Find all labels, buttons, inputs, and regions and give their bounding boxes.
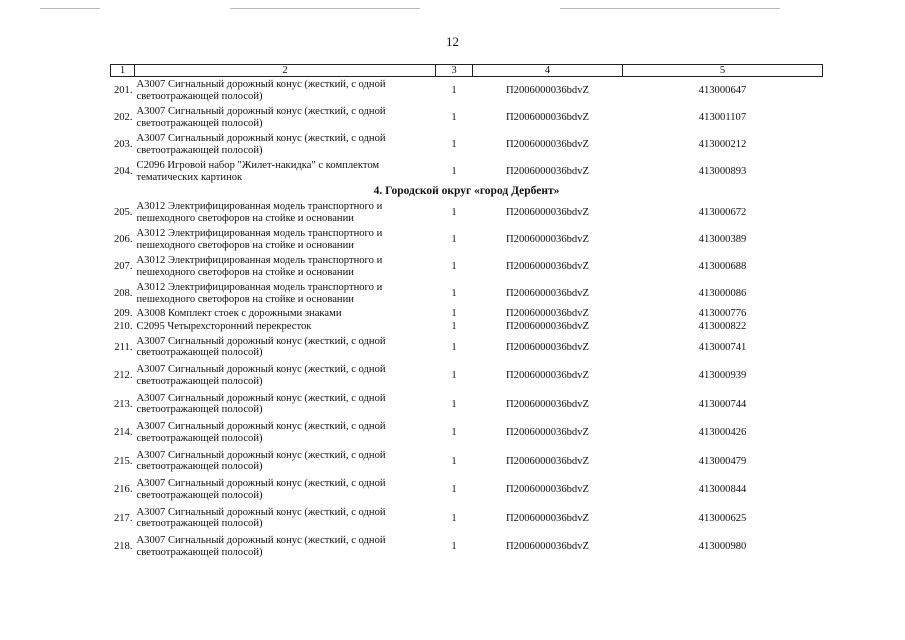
table-row [111, 104, 823, 131]
item-name: А3007 Сигнальный дорожный конус (жесткий, с одной светоотражающей полосой) [136, 79, 386, 102]
row-number: 213. [113, 398, 133, 410]
scan-edge-line [230, 8, 420, 9]
item-code: П2006000036bdvZ [506, 260, 589, 272]
inventory-number: 413000844 [698, 484, 747, 495]
row-number: 217. [113, 512, 133, 524]
table-row [111, 158, 823, 185]
row-number: 207. [113, 260, 133, 272]
table-row [111, 333, 823, 362]
item-name: А3012 Электрифицированная модель транспортного и пешеходного светофоров на стойке и основании [136, 228, 383, 251]
inventory-number: 413000822 [698, 320, 747, 332]
column-header-4: 4 [473, 65, 623, 77]
item-code: П2006000036bdvZ [506, 398, 589, 410]
item-code: П2006000036bdvZ [506, 541, 589, 552]
column-header-2: 2 [135, 65, 436, 77]
section-row [111, 185, 823, 199]
row-number: 201. [113, 84, 133, 96]
item-name: А3007 Сигнальный дорожный конус (жесткий, с одной светоотражающей полосой) [136, 335, 386, 359]
table-row [111, 307, 823, 320]
item-quantity: 1 [451, 484, 457, 495]
item-code: П2006000036bdvZ [506, 455, 589, 467]
item-code: П2006000036bdvZ [506, 320, 589, 332]
item-name: А3007 Сигнальный дорожный конус (жесткий, с одной светоотражающей полосой) [136, 535, 386, 558]
row-number: 212. [113, 370, 133, 381]
table-row [111, 390, 823, 419]
item-name: А3007 Сигнальный дорожный конус (жесткий, с одной светоотражающей полосой) [136, 106, 386, 129]
item-code: П2006000036bdvZ [506, 84, 589, 96]
item-code: П2006000036bdvZ [506, 233, 589, 245]
item-quantity: 1 [451, 287, 457, 299]
item-quantity: 1 [451, 427, 457, 438]
item-quantity: 1 [451, 455, 457, 467]
row-number: 206. [113, 233, 133, 245]
table-row [111, 533, 823, 562]
table-row [111, 476, 823, 505]
item-code: П2006000036bdvZ [506, 206, 589, 218]
row-number: 214. [113, 427, 133, 438]
table-row [111, 419, 823, 448]
row-number: 216. [113, 484, 133, 495]
row-number: 202. [113, 111, 133, 123]
item-code: П2006000036bdvZ [506, 484, 589, 495]
table-row [111, 280, 823, 307]
inventory-number: 413000744 [698, 398, 747, 410]
item-name: А3007 Сигнальный дорожный конус (жесткий, с одной светоотражающей полосой) [136, 364, 386, 387]
item-quantity: 1 [451, 260, 457, 272]
column-header-3: 3 [436, 65, 473, 77]
row-number: 218. [113, 541, 133, 552]
item-name: А3007 Сигнальный дорожный конус (жесткий, с одной светоотражающей полосой) [136, 421, 386, 444]
item-code: П2006000036bdvZ [506, 341, 589, 353]
row-number: 204. [113, 165, 133, 177]
column-header-1: 1 [111, 65, 135, 77]
table-row [111, 362, 823, 391]
item-name: А3007 Сигнальный дорожный конус (жесткий, с одной светоотражающей полосой) [136, 506, 386, 530]
inventory-number: 413000647 [698, 84, 747, 96]
item-name: А3012 Электрифицированная модель транспортного и пешеходного светофоров на стойке и основании [136, 201, 383, 224]
item-code: П2006000036bdvZ [506, 111, 589, 123]
inventory-number: 413000625 [698, 512, 747, 524]
item-quantity: 1 [451, 84, 457, 96]
scan-edge-line [560, 8, 780, 9]
inventory-number: 413000389 [698, 233, 747, 245]
item-code: П2006000036bdvZ [506, 138, 589, 150]
item-name: С2095 Четырехсторонний перекресток [136, 320, 312, 332]
section-title: 4. Городской округ «город Дербент» [373, 185, 560, 198]
row-number: 210. [113, 320, 133, 332]
item-name: А3007 Сигнальный дорожный конус (жесткий, с одной светоотражающей полосой) [136, 478, 386, 501]
row-number: 205. [113, 206, 133, 218]
item-code: П2006000036bdvZ [506, 307, 589, 319]
item-quantity: 1 [451, 206, 457, 218]
inventory-number: 413000688 [698, 260, 747, 272]
inventory-number: 413000426 [698, 427, 747, 438]
table-row [111, 131, 823, 158]
item-code: П2006000036bdvZ [506, 427, 589, 438]
item-quantity: 1 [451, 541, 457, 552]
item-name: А3008 Комплект стоек с дорожными знаками [136, 307, 342, 319]
item-code: П2006000036bdvZ [506, 370, 589, 381]
item-quantity: 1 [451, 111, 457, 123]
inventory-number: 413001107 [698, 111, 747, 123]
item-quantity: 1 [451, 138, 457, 150]
table-row [111, 253, 823, 280]
item-quantity: 1 [451, 512, 457, 524]
item-quantity: 1 [451, 165, 457, 177]
item-name: А3007 Сигнальный дорожный конус (жесткий, с одной светоотражающей полосой) [136, 449, 386, 473]
item-name: А3007 Сигнальный дорожный конус (жесткий, с одной светоотражающей полосой) [136, 392, 386, 416]
row-number: 209. [113, 307, 133, 319]
table-row [111, 447, 823, 476]
inventory-number: 413000776 [698, 307, 747, 319]
item-quantity: 1 [451, 233, 457, 245]
page-number: 12 [446, 34, 459, 49]
table-row [111, 320, 823, 333]
item-name: А3007 Сигнальный дорожный конус (жесткий, с одной светоотражающей полосой) [136, 133, 386, 156]
scan-edge-line [40, 8, 100, 9]
item-quantity: 1 [451, 370, 457, 381]
inventory-number: 413000980 [698, 541, 747, 552]
inventory-number: 413000086 [698, 287, 747, 299]
inventory-number: 413000893 [698, 165, 747, 177]
item-name: А3012 Электрифицированная модель транспортного и пешеходного светофоров на стойке и основании [136, 282, 383, 305]
item-code: П2006000036bdvZ [506, 287, 589, 299]
item-quantity: 1 [451, 307, 457, 319]
item-name: А3012 Электрифицированная модель транспортного и пешеходного светофоров на стойке и основании [136, 255, 383, 278]
inventory-number: 413000479 [698, 455, 747, 467]
table-header-row [111, 65, 823, 77]
row-number: 215. [113, 455, 133, 467]
table-row [111, 226, 823, 253]
inventory-number: 413000672 [698, 206, 747, 218]
item-quantity: 1 [451, 398, 457, 410]
row-number: 208. [113, 287, 133, 299]
inventory-number: 413000939 [698, 370, 747, 381]
item-name: С2096 Игровой набор "Жилет-накидка" с комплектом тематических картинок [136, 160, 380, 183]
table-row [111, 504, 823, 533]
item-quantity: 1 [451, 320, 457, 332]
item-code: П2006000036bdvZ [506, 165, 589, 177]
inventory-number: 413000212 [698, 138, 747, 150]
table-row [111, 199, 823, 226]
row-number: 211. [114, 341, 133, 353]
table-row [111, 77, 823, 105]
row-number: 203. [113, 138, 133, 150]
item-quantity: 1 [451, 341, 457, 353]
inventory-number: 413000741 [698, 341, 747, 353]
inventory-table [110, 64, 823, 561]
item-code: П2006000036bdvZ [506, 512, 589, 524]
inventory-sheet [110, 64, 822, 561]
column-header-5: 5 [623, 65, 823, 77]
